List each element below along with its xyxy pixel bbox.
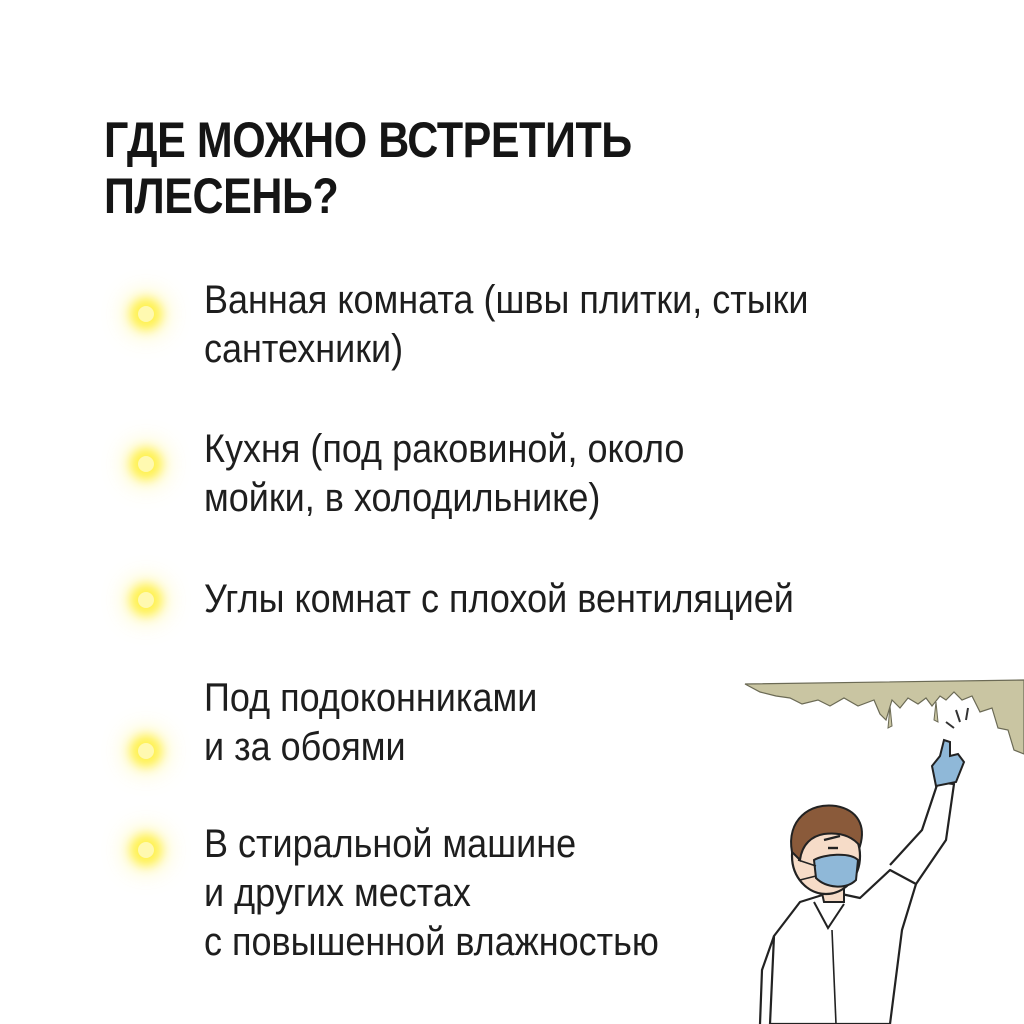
bullet-dot-icon	[138, 743, 154, 759]
list-item-line: сантехники)	[204, 327, 404, 371]
mold-stain	[745, 680, 1024, 754]
list-item	[204, 425, 684, 523]
list-item	[204, 820, 659, 967]
title-line-2: ПЛЕСЕНЬ?	[104, 168, 339, 224]
list-item	[204, 674, 537, 772]
list-item-line: и за обоями	[204, 725, 406, 769]
list-item-line: В стиральной машине	[204, 822, 577, 866]
list-item	[204, 575, 794, 624]
list-item-line: и других местах	[204, 871, 471, 915]
bullet-dot-icon	[138, 306, 154, 322]
bullet-dot-icon	[138, 456, 154, 472]
bullet-dot-icon	[138, 592, 154, 608]
list-item-line: Ванная комната (швы плитки, стыки	[204, 278, 809, 322]
list-item	[204, 276, 809, 374]
list-item-line: Кухня (под раковиной, около	[204, 427, 685, 471]
title-line-1: ГДЕ МОЖНО ВСТРЕТИТЬ	[104, 112, 632, 168]
person-pointing-at-mold-icon	[740, 670, 1024, 1024]
list-item-line: Под подоконниками	[204, 676, 538, 720]
list-item-line: Углы комнат с плохой вентиляцией	[204, 577, 794, 621]
list-item-line: с повышенной влажностью	[204, 920, 659, 964]
bullet-dot-icon	[138, 842, 154, 858]
list-item-line: мойки, в холодильнике)	[204, 476, 601, 520]
